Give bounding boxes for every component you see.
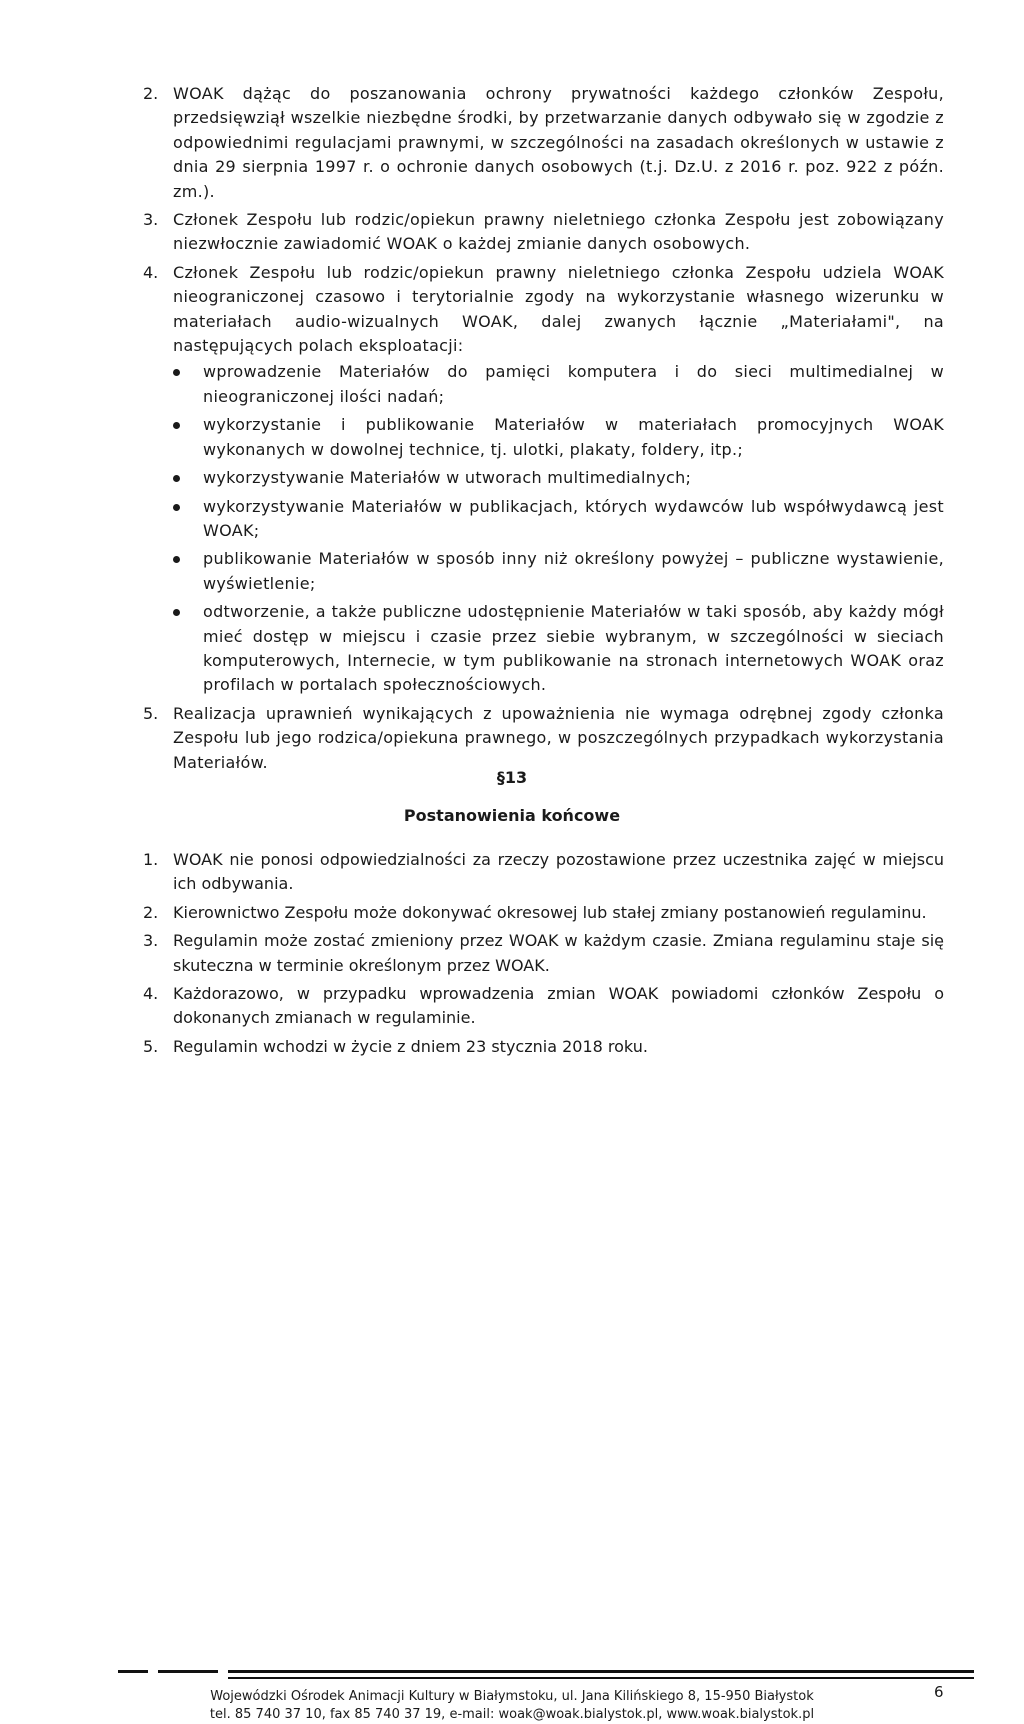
list-item [0, 1035, 1024, 1059]
item-number: 5. [143, 1036, 159, 1056]
page-number: 6 [934, 1683, 944, 1701]
list-item [0, 929, 1024, 978]
item-text: Realizacja uprawnień wynikających z upoważnienia nie wymaga odrębnej zgody członka Zespołu lub jego rodzica/opiekuna prawnego, w poszczególnych przypadkach wykorzystania Materiałów. [173, 703, 944, 772]
item-number: 2. [143, 84, 159, 103]
item-text: WOAK nie ponosi odpowiedzialności za rzeczy pozostawione przez uczestnika zajęć w miejscu ich odbywania. [173, 850, 944, 894]
bullet-text: wykorzystywanie Materiałów w publikacjach, których wydawców lub współwydawcą jest WOAK; [203, 496, 944, 540]
item-number: 4. [143, 984, 159, 1004]
list-item [0, 702, 1024, 775]
bullet-text: wprowadzenie Materiałów do pamięci komputera i do sieci multimedialnej w nieograniczonej ilości nadań; [203, 362, 944, 406]
footer-rule-segment [228, 1677, 974, 1679]
footer-rule-segment [118, 1670, 148, 1673]
footer-line-contact: tel. 85 740 37 10, fax 85 740 37 19, e-mail: woak@woak.bialystok.pl, www.woak.bialystok.pl [209, 1707, 815, 1722]
section-list-upper [0, 82, 1024, 779]
bullet-dot-icon [173, 422, 180, 429]
bullet-item [173, 547, 944, 596]
footer-rule-segment [228, 1670, 974, 1673]
bullet-text: publikowanie Materiałów w sposób inny niż określony powyżej – publiczne wystawienie, wyświetlenie; [203, 549, 944, 593]
list-item [0, 261, 1024, 698]
item-number: 4. [143, 262, 159, 282]
list-item [0, 208, 1024, 257]
bullet-text: odtworzenie, a także publiczne udostępnienie Materiałów w taki sposób, aby każdy mógł mieć dostęp w miejscu i czasie przez siebie wybranym, w szczególności w sieciach komputerowych, Internecie, w tym publikowanie na stronach internetowych WOAK oraz profilach w portalach społecznościowych. [203, 602, 944, 695]
bullet-dot-icon [173, 556, 180, 563]
item-text: Kierownictwo Zespołu może dokonywać okresowej lub stałej zmiany postanowień regulaminu. [173, 902, 927, 922]
footer-address [0, 1688, 1024, 1724]
bullet-dot-icon [173, 504, 180, 511]
bullet-item [173, 360, 944, 409]
paragraph-title: Postanowienia końcowe [403, 806, 621, 825]
item-text: Regulamin wchodzi w życie z dniem 23 stycznia 2018 roku. [173, 1036, 648, 1056]
item-number: 1. [143, 850, 159, 869]
bullet-item [173, 600, 944, 698]
item-text: Każdorazowo, w przypadku wprowadzenia zmian WOAK powiadomi członków Zespołu o dokonanych zmianach w regulaminie. [173, 984, 944, 1028]
list-item [0, 82, 1024, 204]
list-item [0, 848, 1024, 897]
item-text: WOAK dążąc do poszanowania ochrony prywatności każdego członków Zespołu, przedsięwziął wszelkie niezbędne środki, by przetwarzanie danych odbywało się w zgodzie z odpowiednimi regulacjami prawnymi, w szczególności na zasadach określonych w ustawie z dnia 29 sierpnia 1997 r. o ochronie danych osobowych (t.j. Dz.U. z 2016 r. poz. 922 z późn. zm.). [173, 84, 944, 201]
item-number: 3. [143, 210, 159, 230]
exploitation-fields-list [173, 360, 944, 697]
section-list-final-provisions [0, 848, 1024, 1063]
footer-line-institution: Wojewódzki Ośrodek Animacji Kultury w Białymstoku, ul. Jana Kilińskiego 8, 15-950 Białystok [210, 1689, 814, 1704]
bullet-item [173, 413, 944, 462]
item-text: Regulamin może zostać zmieniony przez WOAK w każdym czasie. Zmiana regulaminu staje się skuteczna w terminie określonym przez WOAK. [173, 931, 944, 975]
paragraph-number: §13 [496, 768, 528, 787]
bullet-dot-icon [173, 475, 180, 482]
list-item [0, 901, 1024, 925]
bullet-text: wykorzystanie i publikowanie Materiałów w materiałach promocyjnych WOAK wykonanych w dowolnej technice, tj. ulotki, plakaty, foldery, itp.; [203, 415, 944, 459]
item-text: Członek Zespołu lub rodzic/opiekun prawny nieletniego członka Zespołu udziela WOAK nieograniczonej czasowo i terytorialnie zgody na wykorzystanie własnego wizerunku w materiałach audio-wizualnych WOAK, dalej zwanych łącznie „Materiałami", na następujących polach eksploatacji: [173, 262, 944, 356]
bullet-dot-icon [173, 609, 180, 616]
item-number: 3. [143, 931, 159, 951]
item-text: Członek Zespołu lub rodzic/opiekun prawny nieletniego członka Zespołu jest zobowiązany niezwłocznie zawiadomić WOAK o każdej zmianie danych osobowych. [173, 210, 944, 254]
footer-rule-segment [158, 1670, 218, 1673]
bullet-item [173, 466, 944, 490]
bullet-item [173, 495, 944, 544]
list-item [0, 982, 1024, 1031]
item-number: 2. [143, 902, 159, 922]
item-number: 5. [143, 703, 159, 723]
bullet-text: wykorzystywanie Materiałów w utworach multimedialnych; [203, 468, 692, 488]
bullet-dot-icon [173, 369, 180, 376]
